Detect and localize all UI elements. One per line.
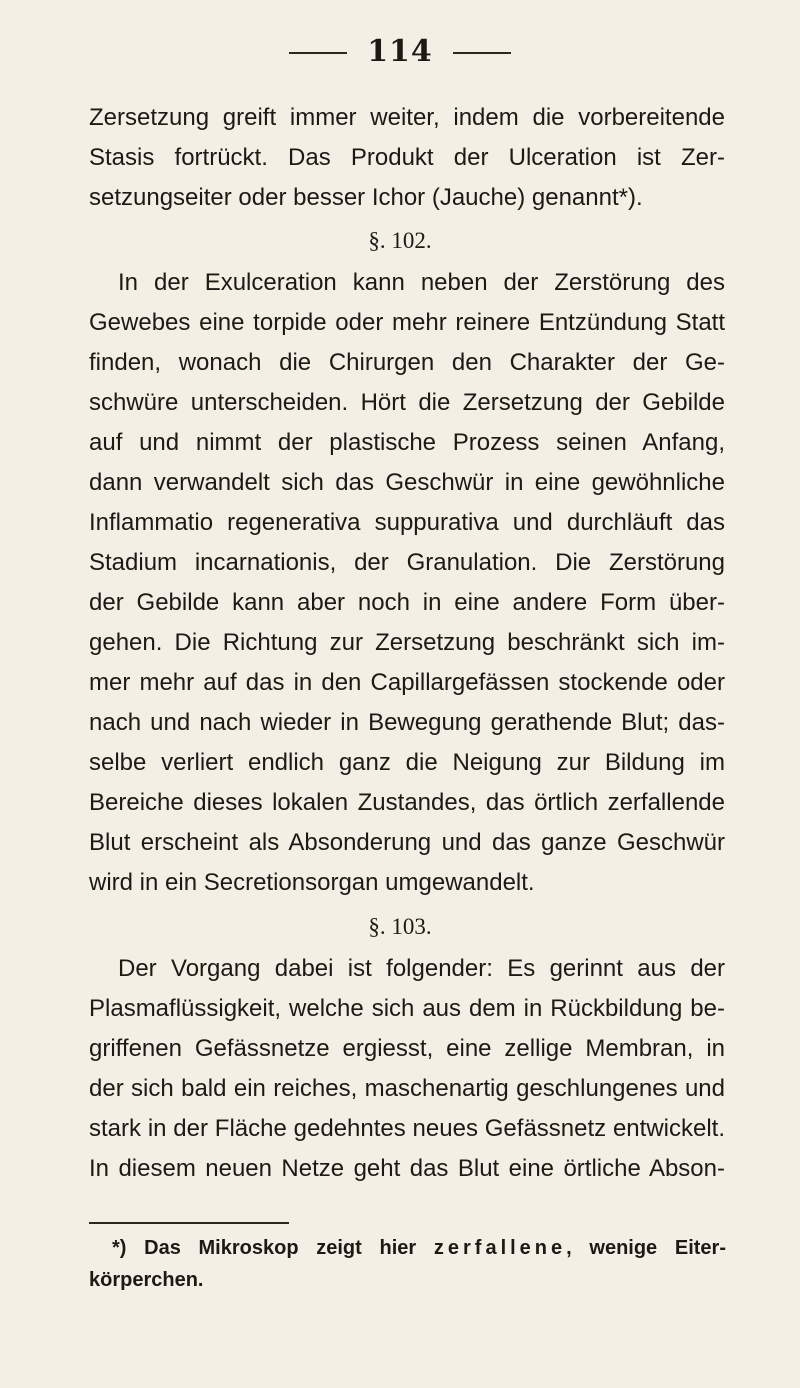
- text-line: mer mehr auf das in den Capillargefässen stockende oder: [89, 669, 725, 696]
- footnote-text: , wenige Eiter-: [566, 1237, 726, 1259]
- text-line: Plasmaflüssigkeit, welche sich aus dem in Rückbildung be-: [89, 995, 725, 1022]
- text-line: der sich bald ein reiches, maschenartig geschlungenes und: [89, 1075, 725, 1102]
- text-line: Inflammatio regenerativa suppurativa und durchläuft das: [89, 509, 725, 536]
- text-line: gehen. Die Richtung zur Zersetzung beschränkt sich im-: [89, 629, 725, 656]
- page-header: [0, 34, 800, 69]
- text-line: Blut erscheint als Absonderung und das ganze Geschwür: [89, 829, 725, 856]
- section-heading-103: §. 103.: [368, 914, 432, 939]
- footnote-rule: [89, 1222, 289, 1224]
- text-line: Stadium incarnationis, der Granulation. Die Zerstörung: [89, 549, 725, 576]
- text-line: der Gebilde kann aber noch in eine andere Form über-: [89, 589, 725, 616]
- footnote-emphasis: zerfallene: [433, 1237, 567, 1259]
- text-line: finden, wonach die Chirurgen den Charakter der Ge-: [89, 349, 725, 376]
- text-line: Zersetzung greift immer weiter, indem die vorbereitende: [89, 104, 725, 131]
- text-line: stark in der Fläche gedehntes neues Gefässnetz entwickelt.: [89, 1115, 725, 1142]
- text-line: In der Exulceration kann neben der Zerstörung des: [118, 269, 725, 296]
- text-line: nach und nach wieder in Bewegung gerathende Blut; das-: [89, 709, 725, 736]
- header-dash-right: [453, 52, 511, 54]
- footnote-text: *) Das Mikroskop zeigt hier: [112, 1237, 417, 1259]
- text-line: wird in ein Secretionsorgan umgewandelt.: [89, 869, 535, 896]
- section-heading-102: §. 102.: [368, 228, 432, 253]
- text-line: Gewebes eine torpide oder mehr reinere Entzündung Statt: [89, 309, 725, 336]
- text-line: setzungseiter oder besser Ichor (Jauche) genannt*).: [89, 184, 643, 211]
- text-line: Der Vorgang dabei ist folgender: Es gerinnt aus der: [118, 955, 725, 982]
- text-line: In diesem neuen Netze geht das Blut eine örtliche Abson-: [89, 1155, 725, 1182]
- page-number: 114: [367, 34, 433, 69]
- text-line: griffenen Gefässnetze ergiesst, eine zellige Membran, in: [89, 1035, 725, 1062]
- text-line: Bereiche dieses lokalen Zustandes, das örtlich zerfallende: [89, 789, 725, 816]
- text-line: dann verwandelt sich das Geschwür in eine gewöhnliche: [89, 469, 725, 496]
- text-line: auf und nimmt der plastische Prozess seinen Anfang,: [89, 429, 725, 456]
- text-line: schwüre unterscheiden. Hört die Zersetzung der Gebilde: [89, 389, 725, 416]
- text-line: selbe verliert endlich ganz die Neigung zur Bildung im: [89, 749, 725, 776]
- header-dash-left: [289, 52, 347, 54]
- text-line: Stasis fortrückt. Das Produkt der Ulceration ist Zer-: [89, 144, 725, 171]
- footnote-line: körperchen.: [89, 1269, 204, 1291]
- footnote-line: [112, 1234, 726, 1262]
